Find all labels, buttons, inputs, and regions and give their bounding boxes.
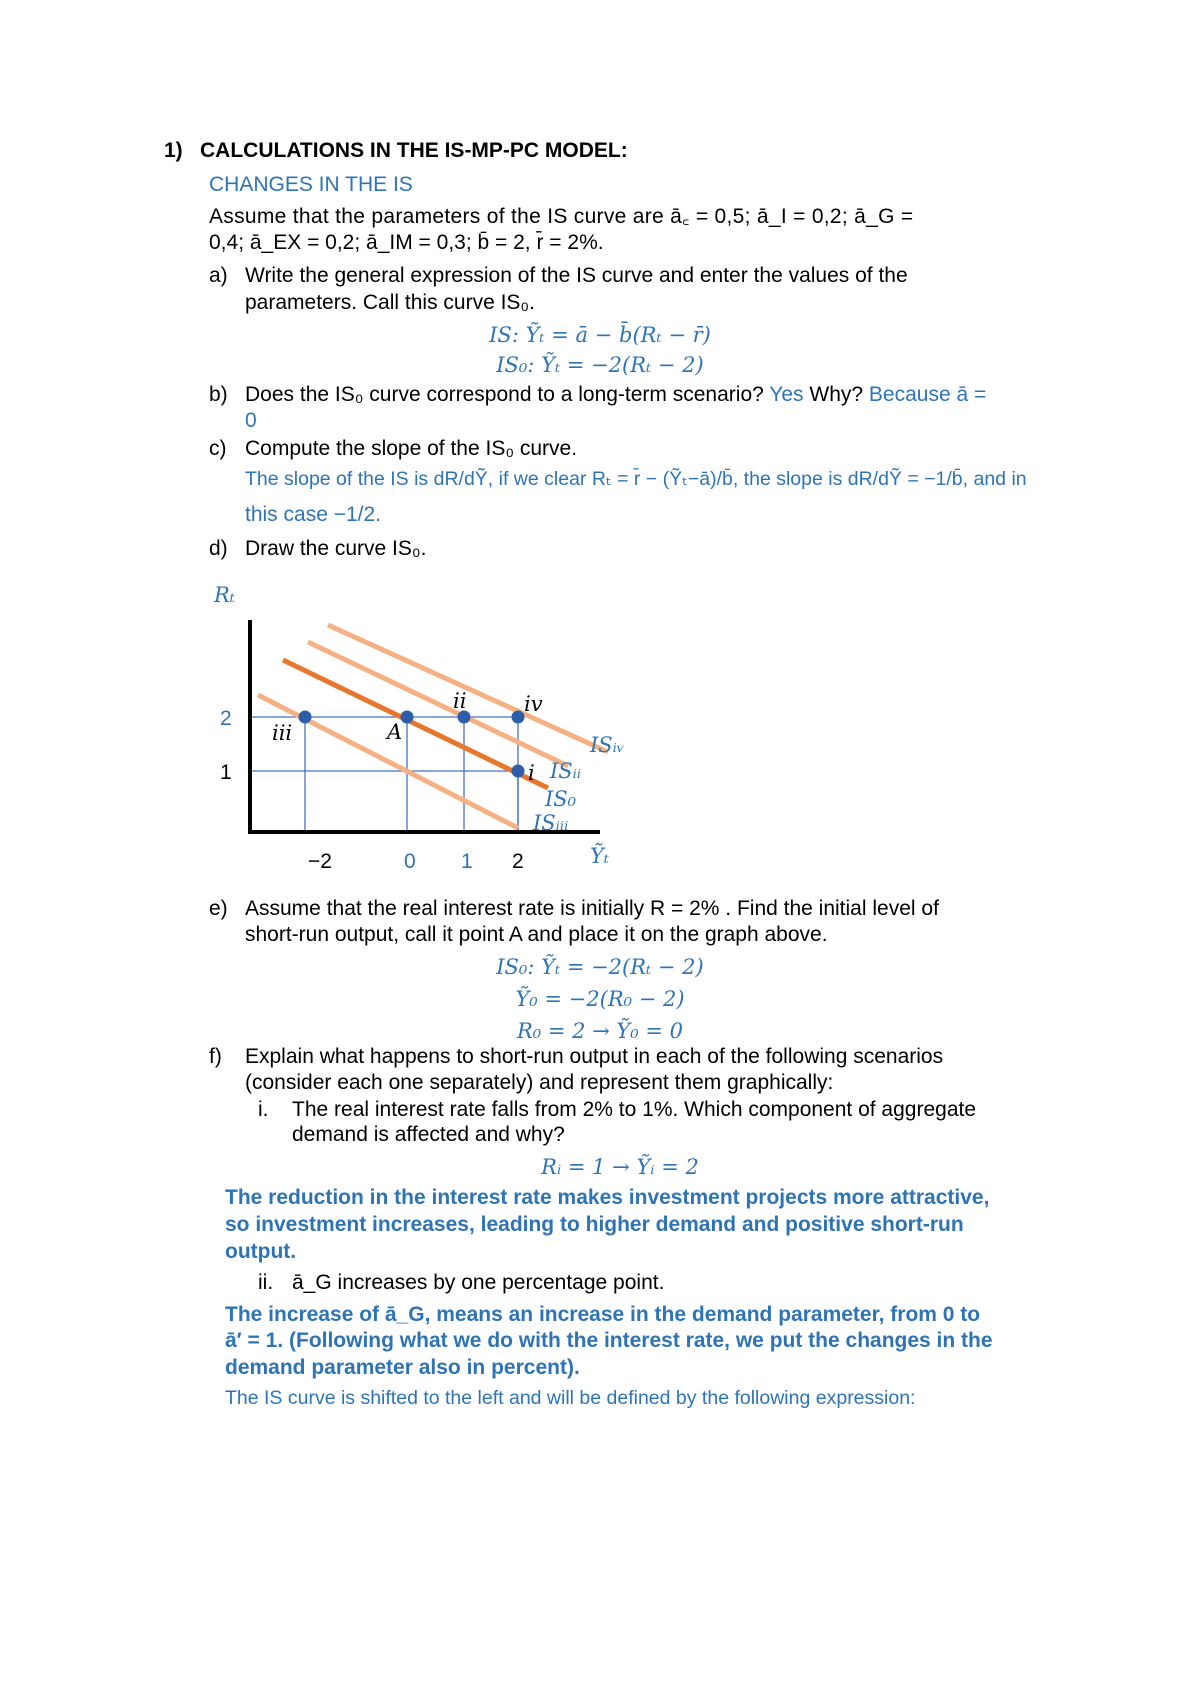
- graph-y-tick-1: 1: [220, 761, 232, 784]
- item-f-marker: f): [209, 1045, 222, 1068]
- item-f-ii-answer-3: demand parameter also in percent).: [225, 1356, 580, 1379]
- curve-label-is-iii: ISᵢᵢᵢ: [533, 811, 569, 835]
- item-f-ii-text: ā_G increases by one percentage point.: [292, 1271, 665, 1294]
- item-e: [209, 896, 939, 922]
- item-f-i-marker: i.: [258, 1098, 269, 1121]
- item-f-i-answer-1: The reduction in the interest rate makes investment projects more attractive,: [225, 1186, 990, 1209]
- item-c-answer-line1: The slope of the IS is dR/dỸ, if we clear Rₜ = r̄ − (Ỹₜ−ā)/b̄, the slope is dR/dỸ = −1/b̄, and in: [245, 468, 1027, 490]
- item-e-line2: short-run output, call it point A and place it on the graph above.: [245, 923, 828, 946]
- item-e-equation-1: IS₀: Ỹₜ = −2(Rₜ − 2): [496, 955, 704, 979]
- item-b-answer-because: Because ā =: [868, 383, 987, 406]
- section-number: 1): [164, 139, 183, 162]
- item-f: [209, 1044, 943, 1070]
- item-c-question: Compute the slope of the IS₀ curve.: [245, 437, 578, 460]
- curve-label-is-0: IS₀: [545, 787, 577, 811]
- point-A: [401, 711, 414, 724]
- item-c-answer-line2: this case −1/2.: [245, 503, 381, 526]
- item-e-line1: Assume that the real interest rate is initially R = 2% . Find the initial level of: [245, 897, 939, 920]
- graph-x-tick-1: 1: [461, 850, 473, 873]
- item-f-line2: (consider each one separately) and represent them graphically:: [245, 1071, 834, 1094]
- item-a-equation-1: IS: Ỹₜ = ā − b̄(Rₜ − r̄): [489, 323, 711, 347]
- point-i: [512, 765, 525, 778]
- item-e-equation-2: Ỹ₀ = −2(R₀ − 2): [515, 987, 685, 1011]
- item-e-equation-3: R₀ = 2 → Ỹ₀ = 0: [516, 1019, 684, 1043]
- is-iv-curve: [328, 625, 608, 752]
- point-label-iii: iii: [272, 721, 293, 745]
- item-c: [209, 436, 577, 462]
- is-iii-curve: [258, 695, 518, 828]
- graph-x-tick-minus2: −2: [308, 850, 332, 873]
- item-f-i-answer-2: so investment increases, leading to higher demand and positive short-run: [225, 1213, 964, 1236]
- item-a-line2: parameters. Call this curve IS₀.: [245, 291, 535, 314]
- intro-line-1: Assume that the parameters of the IS curve are ā꜀ = 0,5; ā_I = 0,2; ā_G =: [209, 205, 914, 228]
- point-label-iv: iv: [524, 692, 543, 716]
- item-f-i-line1: The real interest rate falls from 2% to 1%. Which component of aggregate: [292, 1098, 977, 1121]
- point-label-A: A: [387, 720, 403, 744]
- curve-label-is-iv: ISᵢᵥ: [590, 733, 625, 757]
- item-b: [209, 382, 986, 408]
- section-subtitle: CHANGES IN THE IS: [209, 173, 413, 196]
- item-b-answer-value: 0: [245, 409, 257, 432]
- item-a-line1: Write the general expression of the IS curve and enter the values of the: [245, 264, 908, 287]
- item-f-ii-answer-1: The increase of ā_G, means an increase in the demand parameter, from 0 to: [225, 1303, 981, 1326]
- item-f-ii-answer-4: The IS curve is shifted to the left and will be defined by the following expression:: [225, 1387, 916, 1409]
- item-b-marker: b): [209, 383, 228, 406]
- item-f-i-answer-3: output.: [225, 1240, 297, 1263]
- item-f-ii-marker: ii.: [258, 1271, 274, 1294]
- point-iv: [512, 711, 525, 724]
- curve-label-is-ii: ISᵢᵢ: [550, 759, 582, 783]
- item-b-why: Why?: [809, 383, 864, 406]
- item-c-marker: c): [209, 437, 227, 460]
- point-iii: [299, 711, 312, 724]
- item-f-ii-answer-2: ā′ = 1. (Following what we do with the interest rate, we put the changes in the: [225, 1329, 993, 1352]
- item-f-line1: Explain what happens to short-run output in each of the following scenarios: [245, 1045, 944, 1068]
- graph-y-axis-label: Rₜ: [214, 583, 235, 607]
- item-a: [209, 263, 908, 289]
- is-curve-graph: [200, 620, 700, 885]
- item-b-answer-yes: Yes: [769, 383, 804, 406]
- graph-x-axis-label: Ỹₜ: [590, 844, 610, 868]
- item-b-question: Does the IS₀ curve correspond to a long-term scenario?: [245, 383, 764, 406]
- item-f-ii: [258, 1270, 664, 1296]
- intro-line-2: 0,4; ā_EX = 0,2; ā_IM = 0,3; b̄ = 2, r̄ = 2%.: [209, 231, 604, 254]
- graph-points: [299, 711, 525, 778]
- item-f-i-equation: Rᵢ = 1 → Ỹᵢ = 2: [541, 1155, 699, 1179]
- item-f-i: [258, 1097, 976, 1123]
- item-a-equation-2: IS₀: Ỹₜ = −2(Rₜ − 2): [496, 353, 704, 377]
- point-label-ii: ii: [453, 689, 467, 713]
- item-d-marker: d): [209, 537, 228, 560]
- item-d: [209, 536, 426, 562]
- graph-x-tick-2: 2: [512, 850, 524, 873]
- point-label-i: i: [528, 761, 535, 785]
- item-e-marker: e): [209, 897, 228, 920]
- graph-y-tick-2: 2: [220, 707, 232, 730]
- item-a-marker: a): [209, 264, 228, 287]
- graph-x-tick-0: 0: [404, 850, 416, 873]
- item-d-question: Draw the curve IS₀.: [245, 537, 427, 560]
- is-0-curve: [283, 660, 548, 788]
- item-f-i-line2: demand is affected and why?: [292, 1123, 565, 1146]
- section-title: CALCULATIONS IN THE IS-MP-PC MODEL:: [200, 139, 628, 162]
- section-heading: [164, 138, 628, 164]
